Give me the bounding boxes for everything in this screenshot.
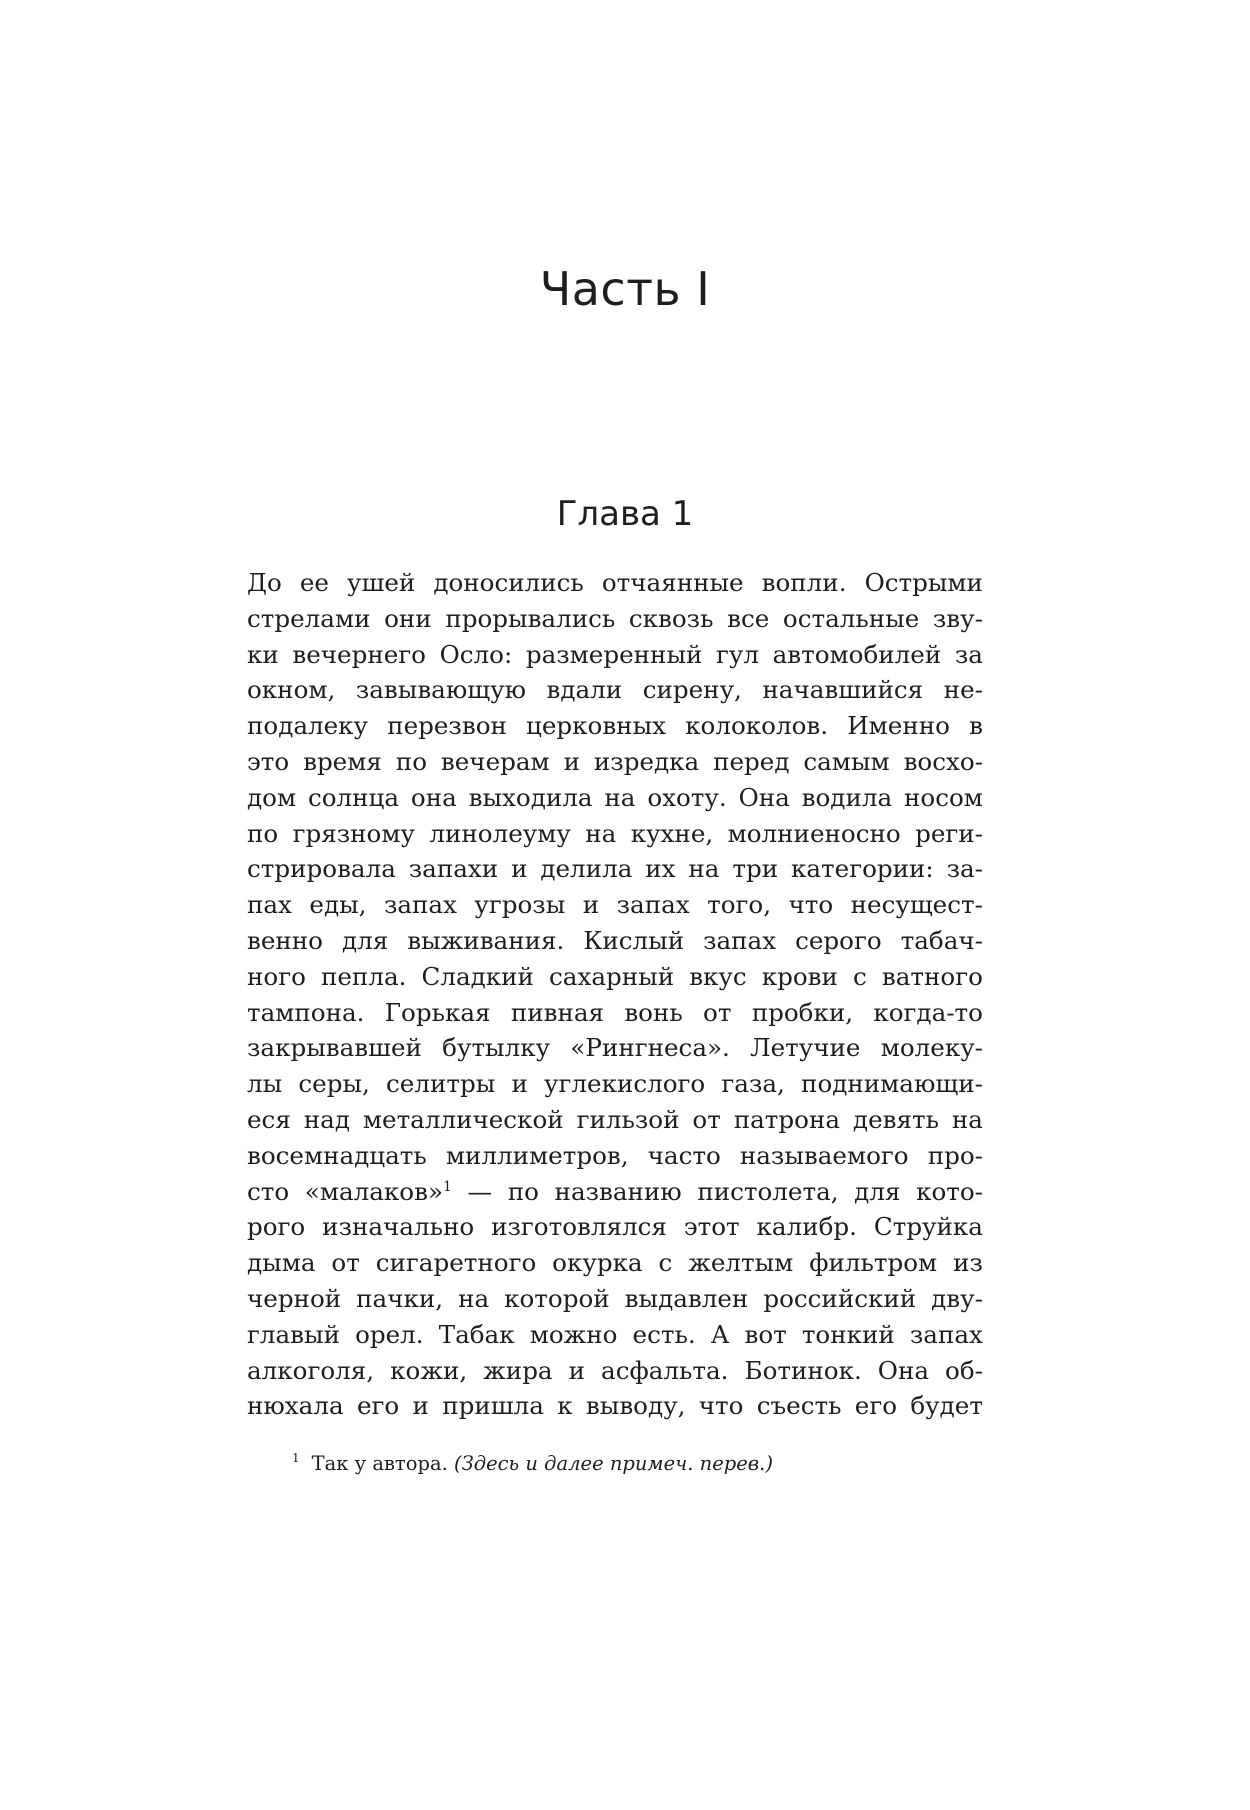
word: запах <box>383 890 457 920</box>
word: Сладкий <box>421 961 534 991</box>
word: от <box>692 1104 721 1134</box>
word: пепла. <box>320 961 407 991</box>
word: для <box>854 1176 901 1206</box>
word: в <box>969 711 983 741</box>
word: вечернего <box>292 639 426 669</box>
text-line <box>247 816 983 852</box>
word: ушей <box>346 568 416 597</box>
word: патрона <box>733 1104 840 1134</box>
word: «Рингнеса». <box>570 1033 730 1063</box>
word: пистолета, <box>697 1176 839 1206</box>
text-line <box>247 1102 983 1138</box>
text-line <box>247 637 983 673</box>
word: охоту. <box>647 782 727 812</box>
word: носом <box>904 782 983 812</box>
word: еды, <box>309 890 367 920</box>
word: пробки, <box>751 997 854 1027</box>
word: гильзой <box>576 1104 680 1134</box>
word: молниеносно <box>727 818 901 848</box>
word: рого <box>247 1212 306 1242</box>
word: ее <box>299 568 329 597</box>
word: вонь <box>624 997 683 1027</box>
word: поднимающи- <box>801 1069 983 1099</box>
word: А <box>710 1319 730 1349</box>
word: сквозь <box>628 603 714 633</box>
footnote-reference: 1 <box>443 1178 452 1195</box>
word: восемнадцать <box>247 1140 427 1170</box>
word: того, <box>707 890 772 920</box>
chapter-body-text <box>247 565 983 1424</box>
word: дву- <box>931 1283 983 1313</box>
text-line <box>247 1066 983 1102</box>
text-line <box>247 959 983 995</box>
word: об- <box>945 1355 983 1385</box>
text-line <box>247 851 983 887</box>
word: съесть <box>756 1391 842 1421</box>
word: и <box>568 1355 586 1385</box>
text-line <box>247 1317 983 1353</box>
text-line <box>247 1245 983 1281</box>
word: сто <box>247 1176 290 1206</box>
text-line <box>247 1353 983 1389</box>
chapter-title: Глава 1 <box>556 494 694 534</box>
part-title: Часть I <box>539 262 711 316</box>
word: Она <box>738 782 790 812</box>
word: с <box>658 1248 673 1278</box>
word: и <box>582 890 600 920</box>
word: вот <box>744 1319 787 1349</box>
word: закрывавшей <box>247 1033 422 1063</box>
word: за <box>954 639 983 669</box>
word: Ботинок. <box>744 1355 862 1385</box>
word: выдавлен <box>624 1283 749 1313</box>
word: фильтром <box>809 1248 938 1278</box>
word: на <box>585 818 617 848</box>
word: окном, <box>247 675 336 705</box>
word: самым <box>803 746 890 776</box>
word: орел. <box>355 1319 424 1349</box>
word: До <box>247 568 282 597</box>
word: вкус <box>689 961 747 991</box>
word: дыма <box>247 1248 316 1278</box>
word: пивная <box>510 997 605 1027</box>
word: категории: <box>791 854 934 884</box>
word: Она <box>877 1355 930 1385</box>
word: его <box>356 1391 400 1421</box>
word: для <box>341 925 389 955</box>
footnote-marker: 1 <box>292 1451 300 1465</box>
word: крови <box>761 961 838 991</box>
word: пачки, <box>356 1283 444 1313</box>
word: селитры <box>386 1069 496 1099</box>
word: подалеку <box>247 711 369 741</box>
word: они <box>384 603 432 633</box>
word: еся <box>247 1104 291 1134</box>
word: миллиметров, <box>445 1140 629 1170</box>
word: изредка <box>593 746 700 776</box>
word: часто <box>647 1140 721 1170</box>
word: вдали <box>546 675 623 705</box>
word: ватного <box>881 961 983 991</box>
word: доносились <box>433 568 584 597</box>
word: несущест- <box>850 890 983 920</box>
word: сахарный <box>549 961 675 991</box>
word: размеренный <box>525 639 703 669</box>
word: на <box>604 782 636 812</box>
word: выживания. <box>407 925 565 955</box>
word: желтым <box>688 1248 794 1278</box>
word: венно <box>247 925 323 955</box>
word: Острыми <box>864 568 983 597</box>
word: солнца <box>307 782 400 812</box>
word: его <box>854 1391 898 1421</box>
word: это <box>247 746 290 776</box>
text-line <box>247 601 983 637</box>
word: ного <box>247 961 306 991</box>
word: российский <box>763 1283 917 1313</box>
word: окурка <box>552 1248 643 1278</box>
word: тонкий <box>801 1319 895 1349</box>
word: Струйка <box>873 1212 983 1242</box>
word: про- <box>927 1140 983 1170</box>
word: от <box>331 1248 360 1278</box>
word: начавшийся <box>762 675 924 705</box>
word: тампона. <box>247 997 365 1027</box>
word: кото- <box>916 1176 983 1206</box>
word: молеку- <box>880 1033 983 1063</box>
word: стрировала <box>247 854 396 884</box>
word: запах <box>616 890 690 920</box>
footnote-italic-text: (Здесь и далее примеч. перев.) <box>453 1452 773 1475</box>
text-line <box>247 923 983 959</box>
word: на <box>688 854 720 884</box>
text-line <box>247 1030 983 1066</box>
word: реги- <box>915 818 983 848</box>
word: на <box>951 1104 983 1134</box>
word: нюхала <box>247 1391 344 1421</box>
text-line <box>247 1138 983 1174</box>
word: Летучие <box>750 1033 861 1063</box>
word: что <box>788 890 834 920</box>
footnote-text: Так у автора. <box>311 1452 448 1475</box>
word: называемого <box>739 1140 909 1170</box>
word: газа, <box>721 1069 785 1099</box>
word: из <box>953 1248 983 1278</box>
word: гул <box>716 639 760 669</box>
word: калибр. <box>756 1212 857 1242</box>
word: стрелами <box>247 603 371 633</box>
word: асфальта. <box>601 1355 729 1385</box>
word: делила <box>540 854 633 884</box>
text-line <box>247 887 983 923</box>
word: Именно <box>847 711 950 741</box>
word: завывающую <box>355 675 527 705</box>
word: запах <box>703 925 777 955</box>
text-line <box>247 672 983 708</box>
word: пах <box>247 890 292 920</box>
word: серы, <box>298 1069 370 1099</box>
word: — <box>467 1176 493 1206</box>
word: что <box>698 1391 744 1421</box>
word: и <box>511 854 528 884</box>
word: по <box>507 1176 539 1206</box>
word: ки <box>247 639 279 669</box>
text-line <box>247 1388 983 1424</box>
word: по <box>395 746 427 776</box>
text-line <box>247 1174 983 1210</box>
word: лы <box>247 1069 283 1099</box>
word: запах <box>909 1319 983 1349</box>
word: названию <box>554 1176 682 1206</box>
text-line <box>247 995 983 1031</box>
footnote <box>292 1450 992 1478</box>
word: по <box>247 818 279 848</box>
text-line <box>247 1209 983 1245</box>
word: над <box>303 1104 350 1134</box>
word: за- <box>946 854 983 884</box>
word: бутылку <box>442 1033 551 1063</box>
word: сирену, <box>642 675 742 705</box>
word: серого <box>795 925 882 955</box>
text-line <box>247 565 983 601</box>
word: автомобилей <box>772 639 942 669</box>
word: остальные <box>782 603 920 633</box>
word: колоколов. <box>685 711 829 741</box>
word: «малаков»$^1$ <box>304 1176 452 1206</box>
word: перед <box>713 746 790 776</box>
word: зву- <box>932 603 983 633</box>
word: выходила <box>468 782 593 812</box>
word: их <box>645 854 676 884</box>
word: изготовлялся <box>491 1212 667 1242</box>
word: Осло: <box>439 639 513 669</box>
word: и <box>412 1391 429 1421</box>
word: пришла <box>442 1391 544 1421</box>
word: которой <box>504 1283 610 1313</box>
word: этот <box>683 1212 740 1242</box>
word: Горькая <box>384 997 491 1027</box>
word: черной <box>247 1283 342 1313</box>
word: церковных <box>526 711 667 741</box>
word: жира <box>483 1355 553 1385</box>
word: Табак <box>438 1319 515 1349</box>
text-line <box>247 1281 983 1317</box>
word: кожи, <box>390 1355 468 1385</box>
word: девять <box>852 1104 939 1134</box>
word: и <box>563 746 580 776</box>
word: на <box>458 1283 490 1313</box>
word: дом <box>247 782 297 812</box>
word: есть. <box>632 1319 696 1349</box>
word: грязному <box>292 818 415 848</box>
word: вопли. <box>761 568 847 597</box>
word: она <box>410 782 457 812</box>
word: металлической <box>362 1104 564 1134</box>
word: восхо- <box>903 746 983 776</box>
word: не- <box>943 675 983 705</box>
word: сигаретного <box>375 1248 537 1278</box>
word: алкоголя, <box>247 1355 375 1385</box>
word: выводу, <box>585 1391 686 1421</box>
text-line <box>247 780 983 816</box>
word: кухне, <box>630 818 714 848</box>
text-line <box>247 708 983 744</box>
word: будет <box>910 1391 983 1421</box>
word: углекислого <box>544 1069 706 1099</box>
word: изначально <box>322 1212 475 1242</box>
word: вечерам <box>440 746 550 776</box>
word: время <box>303 746 382 776</box>
word: от <box>703 997 732 1027</box>
word: отчаянные <box>601 568 744 597</box>
word: и <box>511 1069 528 1099</box>
word: водила <box>801 782 893 812</box>
word: главый <box>247 1319 340 1349</box>
word: прорывались <box>445 603 616 633</box>
word: запахи <box>408 854 499 884</box>
word: линолеуму <box>429 818 571 848</box>
word: можно <box>529 1319 618 1349</box>
word: к <box>557 1391 573 1421</box>
word: когда-то <box>873 997 983 1027</box>
word: Кислый <box>583 925 685 955</box>
word: все <box>727 603 770 633</box>
word: угрозы <box>474 890 566 920</box>
text-line <box>247 744 983 780</box>
word: табач- <box>900 925 983 955</box>
word: перезвон <box>387 711 507 741</box>
word: три <box>732 854 779 884</box>
word: с <box>853 961 867 991</box>
